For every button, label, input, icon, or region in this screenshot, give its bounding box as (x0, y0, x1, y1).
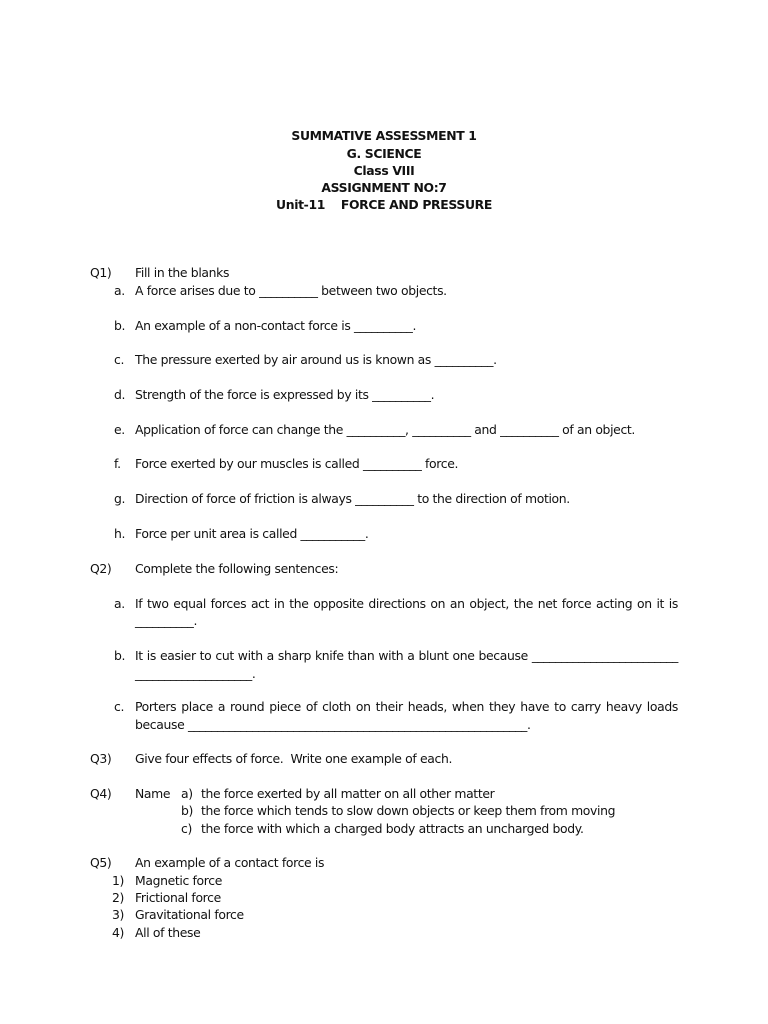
item-text-line1: It is easier to cut with a sharp knife than with a blunt one because _________________________ (135, 648, 678, 663)
option-text: Frictional force (135, 890, 221, 905)
item-label: f. (114, 456, 121, 471)
item-label: a) (181, 786, 193, 801)
question-number: Q2) (90, 561, 112, 576)
option-text: Magnetic force (135, 873, 222, 888)
item-label: b. (114, 648, 126, 663)
item-label: h. (114, 526, 126, 541)
question-number: Q4) (90, 786, 112, 801)
item-label: c) (181, 821, 192, 836)
question-prompt: Name (135, 786, 171, 801)
item-label: d. (114, 387, 126, 402)
question-number: Q3) (90, 751, 112, 766)
header-line-assessment: SUMMATIVE ASSESSMENT 1 (291, 128, 477, 143)
item-text: The pressure exerted by air around us is known as __________. (135, 352, 497, 367)
option-label: 4) (112, 925, 125, 940)
item-label: e. (114, 422, 125, 437)
item-text-line1: Porters place a round piece of cloth on their heads, when they have to carry heavy loads (135, 699, 678, 714)
item-text: the force which tends to slow down objects or keep them from moving (201, 803, 616, 818)
item-text-line2: because __________________________________________________________. (135, 717, 531, 732)
header-line-subject: G. SCIENCE (346, 146, 422, 161)
item-label: b. (114, 318, 126, 333)
item-text: An example of a non-contact force is __________. (135, 318, 417, 333)
item-text: Direction of force of friction is always __________ to the direction of motion. (135, 491, 570, 506)
item-text-line2: __________. (135, 613, 198, 628)
question-number: Q1) (90, 265, 112, 280)
item-label: g. (114, 491, 126, 506)
item-label: c. (114, 352, 125, 367)
item-text: Application of force can change the __________, __________ and __________ of an object. (135, 422, 636, 437)
item-label: b) (181, 803, 193, 818)
item-text: the force with which a charged body attracts an uncharged body. (201, 821, 584, 836)
question-text: Give four effects of force. Write one example of each. (135, 751, 453, 766)
option-label: 2) (112, 890, 125, 905)
question-title: Fill in the blanks (135, 265, 230, 280)
option-label: 3) (112, 907, 125, 922)
question-title: Complete the following sentences: (135, 561, 339, 576)
header-line-assignment: ASSIGNMENT NO:7 (321, 180, 447, 195)
option-text: All of these (135, 925, 201, 940)
question-text: An example of a contact force is (135, 855, 325, 870)
item-label: c. (114, 699, 125, 714)
item-text-line1: If two equal forces act in the opposite directions on an object, the net force acting on it is (135, 596, 678, 611)
header-line-unit: Unit-11 FORCE AND PRESSURE (276, 197, 492, 212)
item-text: Strength of the force is expressed by its __________. (135, 387, 435, 402)
item-text: the force exerted by all matter on all other matter (201, 786, 495, 801)
item-label: a. (114, 283, 125, 298)
option-text: Gravitational force (135, 907, 244, 922)
item-text-line2: ____________________. (135, 666, 256, 681)
item-text: Force exerted by our muscles is called __________ force. (135, 456, 459, 471)
option-label: 1) (112, 873, 125, 888)
header-line-class: Class VIII (353, 163, 415, 178)
item-text: A force arises due to __________ between two objects. (135, 283, 447, 298)
item-label: a. (114, 596, 125, 611)
item-text: Force per unit area is called ___________. (135, 526, 369, 541)
question-number: Q5) (90, 855, 112, 870)
